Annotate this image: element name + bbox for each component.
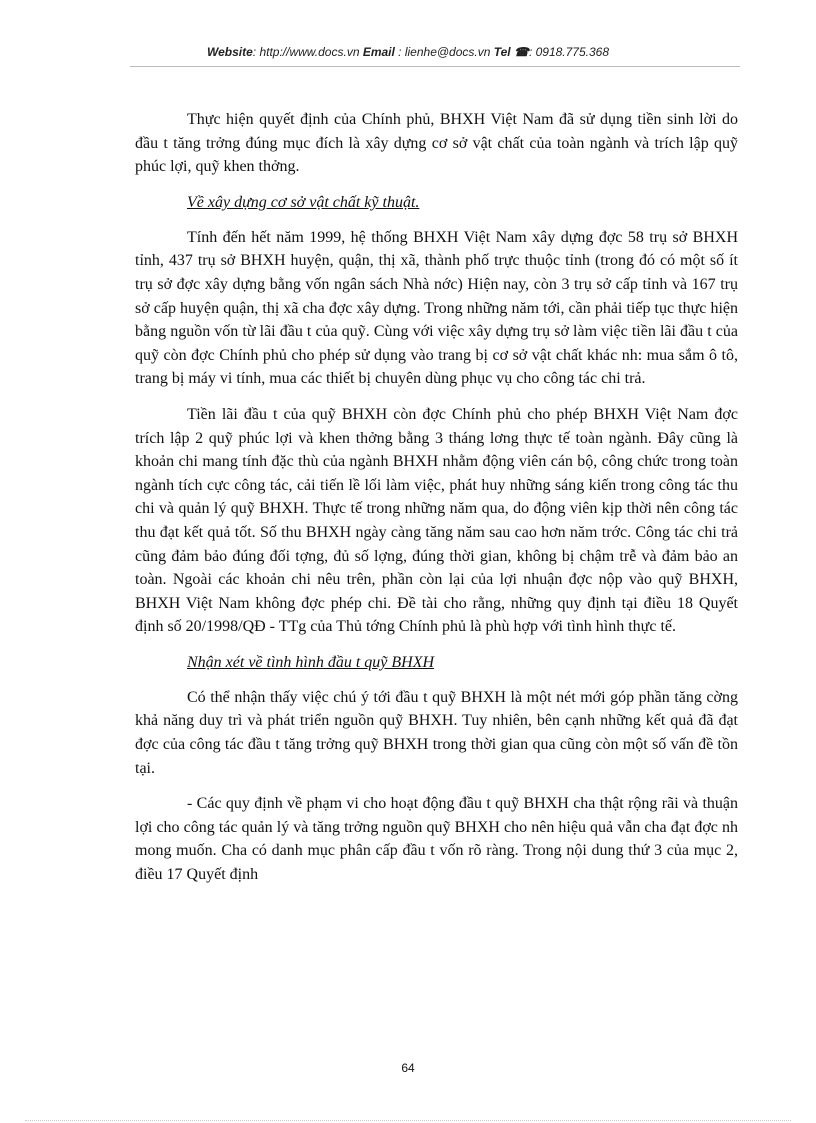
email-label: Email (362, 45, 395, 59)
section-heading-1: Về xây dựng cơ sở vật chất kỹ thuật. (187, 193, 420, 211)
email-value: : lienhe@docs.vn (394, 45, 494, 59)
paragraph-4: Có thể nhận thấy việc chú ý tới đầu t quỹ BHXH là một nét mới góp phần tăng cờng khả năng duy trì và phát triển nguồn quỹ BHXH. Tuy nhiên, bên cạnh những kết quả đã đạt đợc của công tác đầu t tăng trởng quỹ BHXH trong thời gian qua cũng còn một số vấn đề tồn tại. (135, 688, 738, 777)
website-label: Website (206, 45, 253, 59)
paragraph-5: - Các quy định về phạm vi cho hoạt động đầu t quỹ BHXH cha thật rộng rãi và thuận lợi cho công tác quản lý và tăng trởng nguồn quỹ BHXH cho nên hiệu quả vẫn cha đạt đợc nh mong muốn. Cha có danh mục phân cấp đầu t vốn rõ ràng. Trong nội dung thứ 3 của mục 2, điều 17 Quyết định (135, 795, 738, 884)
tel-label: Tel ☎ (493, 45, 529, 59)
page-header (0, 45, 816, 59)
footer-divider (25, 1120, 791, 1121)
section-heading-2: Nhận xét về tình hình đầu t quỹ BHXH (187, 653, 435, 671)
header-divider (130, 66, 740, 67)
document-body (135, 108, 738, 899)
page-number: 64 (401, 1061, 415, 1075)
website-value: : http://www.docs.vn (252, 45, 363, 59)
paragraph-3: Tiền lãi đầu t của quỹ BHXH còn đợc Chính phủ cho phép BHXH Việt Nam đợc trích lập 2 quỹ phúc lợi và khen thởng bằng 3 tháng lơng thực tế toàn ngành. Đây cũng là khoản chi mang tính đặc thù của ngành BHXH nhằm động viên cán bộ, công chức trong toàn ngành tích cực công tác, cải tiến lề lối làm việc, phát huy những sáng kiến trong công tác thu chi và quản lý quỹ BHXH. Thực tế trong những năm qua, do động viên kịp thời nên công tác thu đạt kết quả tốt. Số thu BHXH ngày càng tăng năm sau cao hơn năm trớc. Công tác chi trả cũng đảm bảo đúng đối tợng, đủ số lợng, đúng thời gian, không bị chậm trễ và đảm bảo an toàn. Ngoài các khoản chi nêu trên, phần còn lại của lợi nhuận đợc nộp vào quỹ BHXH, BHXH Việt Nam không đợc phép chi. Đề tài cho rằng, những quy định tại điều 18 Quyết định số 20/1998/QĐ - TTg của Thủ tớng Chính phủ là phù hợp với tình hình thực tế. (135, 405, 738, 636)
paragraph-1: Thực hiện quyết định của Chính phủ, BHXH Việt Nam đã sử dụng tiền sinh lời do đầu t tăng trởng đúng mục đích là xây dựng cơ sở vật chất của toàn ngành và trích lập quỹ phúc lợi, quỹ khen thởng. (135, 111, 738, 176)
paragraph-2: Tính đến hết năm 1999, hệ thống BHXH Việt Nam xây dựng đợc 58 trụ sở BHXH tỉnh, 437 trụ sở BHXH huyện, quận, thị xã, thành phố trực thuộc tỉnh (trong đó có một số ít trụ sở đợc xây dựng bằng vốn ngân sách Nhà nớc) Hiện nay, còn 3 trụ sở cấp tỉnh và 167 trụ sở cấp huyện quận, thị xã cha đợc xây dựng. Trong những năm tới, cần phải tiếp tục thực hiện bằng nguồn vốn từ lãi đầu t của quỹ. Cùng với việc xây dựng trụ sở làm việc tiền lãi đầu t của quỹ còn đợc Chính phủ cho phép sử dụng vào trang bị cơ sở vật chất khác nh: mua sắm ô tô, trang bị máy vi tính, mua các thiết bị chuyên dùng phục vụ cho công tác chi trả. (135, 228, 738, 388)
tel-value: : 0918.775.368 (528, 45, 610, 59)
